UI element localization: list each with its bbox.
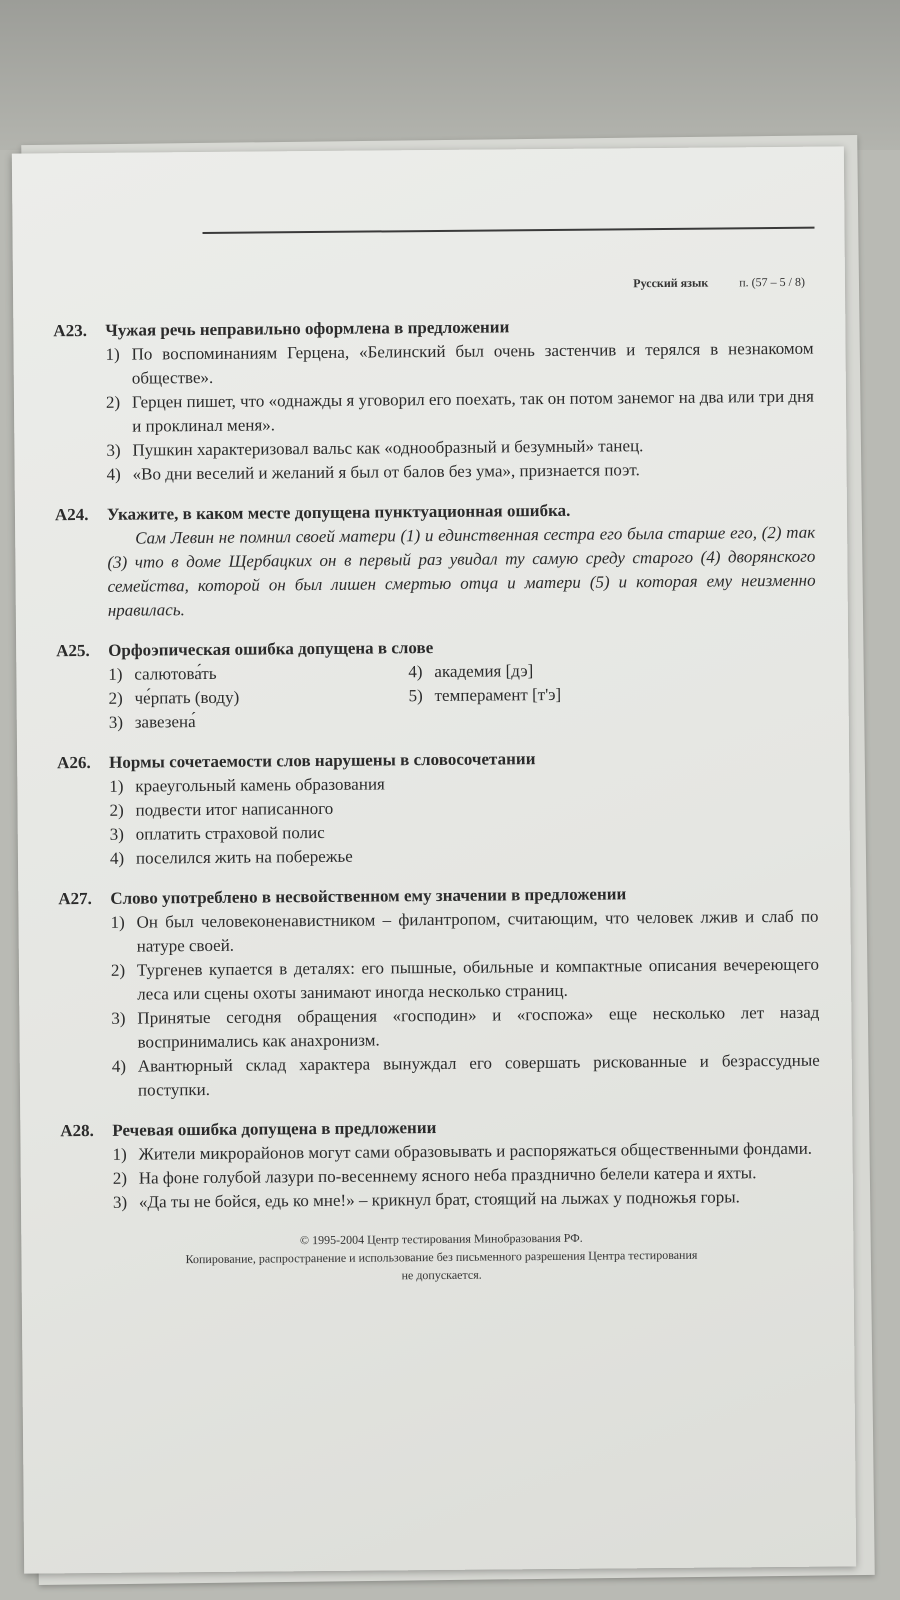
question-a23 (53, 313, 814, 488)
option-number: 1) (110, 912, 125, 932)
option-text: Герцен пишет, что «однажды я уговорил его поехать, так он потом занемог на два или три дня и проклинал меня». (131, 386, 815, 436)
answer-options (110, 905, 820, 1103)
option-number: 3) (106, 440, 121, 460)
question-a26 (57, 745, 818, 872)
option-text: Тургенев купается в деталях: его пышные, обильные и компактные описания вечереющего леса или сцены охоты занимают иногда несколько страниц. (136, 954, 820, 1004)
background (0, 0, 900, 150)
option-text: темперамент [т'э] (434, 684, 562, 705)
question-prompt: Чужая речь неправильно оформлена в предложении (105, 317, 510, 340)
option-text: Принятые сегодня обращения «господин» и «госпожа» еще несколько лет назад воспринимались как анахронизм. (137, 1002, 820, 1052)
question-a25 (56, 633, 817, 736)
option-number: 1) (112, 1144, 127, 1164)
answer-option (111, 953, 819, 1007)
questions (53, 313, 821, 1288)
answer-option (109, 708, 409, 735)
answer-option (106, 385, 814, 439)
page-content (53, 227, 824, 1534)
option-text: Он был человеконенавистником – филантропом, считающим, что человек лжив и слаб по натуре своей. (136, 906, 819, 956)
option-number: 4) (109, 848, 125, 868)
option-number: 2) (109, 800, 124, 820)
option-text: подвести итог написанного (135, 798, 334, 820)
question-prompt: Нормы сочетаемости слов нарушены в словосочетании (109, 749, 536, 772)
copyright-notice: Копирование, распространение и использование без письменного разрешения Центра тестирования (185, 1247, 698, 1267)
option-number: 5) (408, 686, 423, 706)
option-number: 3) (109, 824, 125, 844)
option-text: завезена́ (134, 712, 196, 732)
option-number: 4) (111, 1056, 127, 1076)
question-number: А27. (58, 888, 92, 909)
page-code: п. (57 – 5 / 8) (739, 274, 806, 290)
copyright-line: © 1995-2004 Центр тестирования Минобразования РФ. (299, 1230, 583, 1248)
question-prompt: Орфоэпическая ошибка допущена в слове (108, 637, 434, 660)
option-number: 2) (110, 960, 126, 980)
answer-option (112, 1049, 820, 1103)
question-a24 (55, 497, 816, 624)
answer-options (108, 657, 817, 735)
answer-option (108, 660, 408, 687)
option-text: «Во дни веселий и желаний я был от балов без ума», признается поэт. (132, 460, 640, 484)
question-number: А26. (57, 752, 91, 773)
header-rule (203, 227, 815, 234)
answer-options (109, 769, 818, 871)
question-number: А25. (56, 640, 90, 661)
option-number: 1) (109, 776, 124, 796)
answer-option (408, 657, 738, 684)
copyright-notice-end: не допускается. (401, 1267, 482, 1283)
answer-options (112, 1137, 821, 1215)
option-text: академия [дэ] (434, 661, 534, 681)
answer-option (110, 905, 818, 959)
answer-option (107, 457, 815, 487)
answer-options (105, 337, 814, 487)
running-head (633, 275, 805, 291)
option-number: 1) (105, 344, 120, 364)
option-text: поселился жить на побережье (135, 846, 353, 868)
option-number: 3) (108, 712, 124, 732)
question-a28 (60, 1113, 821, 1216)
reading-passage: Сам Левин не помнил своей матери (1) и единственная сестра его была старше его, (2) так (3) что в доме Щербацких он в первый раз увидал ту самую среду старого (4) дворянского семейства, которой он был лишен смертью отца и матери (5) и которая ему неизменно нравилась. (107, 522, 816, 620)
answer-option (111, 1001, 819, 1055)
answer-option (113, 1185, 821, 1215)
question-number: А24. (54, 505, 89, 525)
question-number: А23. (53, 321, 87, 341)
option-number: 3) (112, 1192, 128, 1212)
option-number: 1) (108, 664, 123, 684)
option-text: оплатить страховой полис (135, 822, 325, 844)
subject-label: Русский язык (633, 275, 709, 291)
option-number: 2) (112, 1168, 128, 1188)
option-text: салютова́ть (134, 663, 217, 684)
option-number: 2) (105, 392, 121, 412)
option-number: 2) (108, 688, 123, 708)
option-number: 4) (106, 464, 121, 484)
answer-option (108, 684, 408, 711)
option-number: 3) (111, 1008, 126, 1028)
option-text: По воспоминаниям Герцена, «Белинский был очень застенчив и терялся в незнакомом обществе». (131, 338, 814, 388)
answer-option (105, 337, 813, 391)
question-prompt: Речевая ошибка допущена в предложении (112, 1117, 437, 1140)
answer-option (408, 681, 738, 708)
option-text: Авантюрный склад характера вынуждал его совершать рискованные и безрассудные поступки. (137, 1050, 820, 1100)
option-text: «Да ты не бойся, едь ко мне!» – крикнул брат, стоящий на лыжах у подножья горы. (138, 1187, 740, 1212)
question-number: А28. (60, 1120, 94, 1141)
option-text: че́рпать (воду) (134, 687, 240, 708)
option-text: Пушкин характеризовал вальс как «однообразный и безумный» танец. (132, 436, 644, 460)
exam-page (12, 146, 856, 1573)
question-prompt: Слово употреблено в несвойственном ему значении в предложении (110, 884, 627, 908)
option-number: 4) (408, 662, 423, 682)
answer-option (110, 841, 818, 871)
question-a27 (58, 881, 820, 1104)
copyright-footer (61, 1227, 821, 1288)
question-prompt: Укажите, в каком месте допущена пунктуационная ошибка. (106, 500, 571, 524)
option-text: На фоне голубой лазури по-весеннему ясного неба празднично белели катера и яхты. (138, 1163, 757, 1188)
option-text: краеугольный камень образования (135, 774, 385, 796)
option-text: Жители микрорайонов могут сами образовывать и распоряжаться общественными фондами. (138, 1138, 813, 1164)
